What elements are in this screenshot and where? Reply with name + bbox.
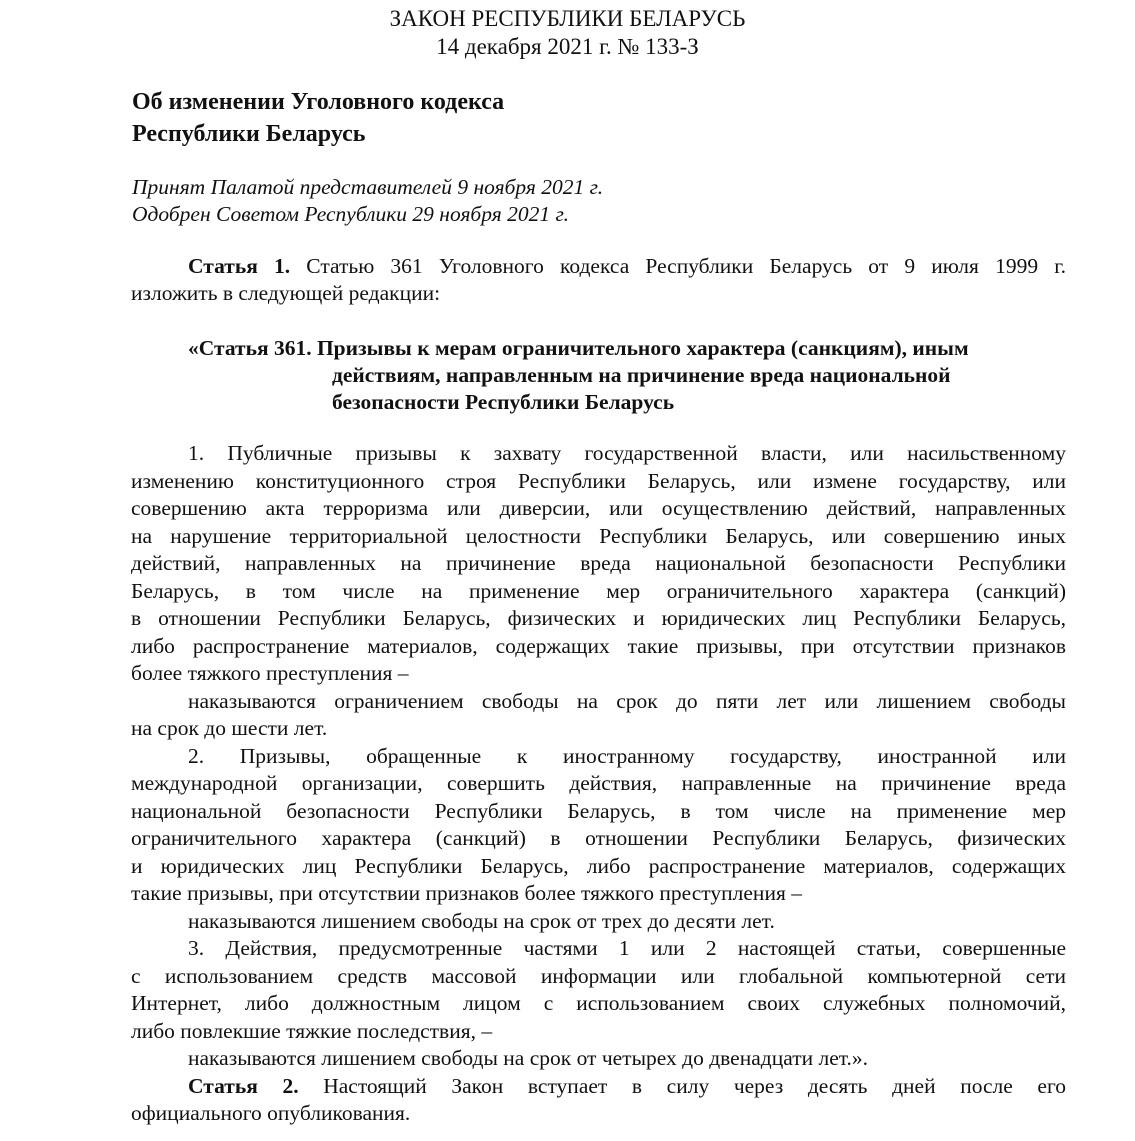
part1-line: 1. Публичные призывы к захвату государственной власти, или насильственному	[188, 441, 1066, 465]
part1-line: в отношении Республики Беларусь, физических и юридических лиц Республики Беларусь,	[131, 606, 1066, 630]
part1-line: изменению конституционного строя Республики Беларусь, или измене государству, или	[131, 468, 1066, 493]
article1-line1	[188, 253, 1066, 281]
article1-line2: изложить в следующей редакции:	[131, 281, 441, 305]
law-title: ЗАКОН РЕСПУБЛИКИ БЕЛАРУСЬ	[389, 6, 746, 31]
article1-text: Статью 361 Уголовного кодекса Республики Беларусь от 9 июля 1999 г.	[306, 254, 1067, 278]
document-title-line1: Об изменении Уголовного кодекса	[132, 89, 505, 115]
part1-last-line: более тяжкого преступления –	[131, 661, 409, 685]
part3-line: 3. Действия, предусмотренные частями 1 или 2 настоящей статьи, совершенные	[188, 936, 1066, 960]
part1-line: совершению акта терроризма или диверсии, или осуществлению действий, направленных	[131, 496, 1066, 520]
law-date: 14 декабря 2021 г. № 133-З	[436, 34, 699, 59]
article2-label: Статья 2.	[188, 1073, 299, 1098]
part2-line: международной организации, совершить действия, направленные на причинение вреда	[131, 771, 1066, 795]
part2-line: ограничительного характера (санкций) в отношении Республики Беларусь, физических	[131, 826, 1066, 850]
part2-line: национальной безопасности Республики Беларусь, в том числе на применение мер	[131, 798, 1066, 823]
part2-line: и юридических лиц Республики Беларусь, либо распространение материалов, содержащих	[131, 853, 1066, 878]
article2-line1	[188, 1073, 1066, 1101]
article2-line2: официального опубликования.	[131, 1101, 411, 1125]
part2-penalty: наказываются лишением свободы на срок от трех до десяти лет.	[188, 908, 775, 933]
part2-last-line: такие призывы, при отсутствии признаков более тяжкого преступления –	[131, 881, 802, 905]
document-title-line2: Республики Беларусь	[132, 121, 366, 147]
part1-line: действий, направленных на причинение вреда национальной безопасности Республики	[131, 551, 1066, 575]
part3-line: Интернет, либо должностным лицом с использованием своих служебных полномочий,	[131, 991, 1066, 1015]
article361-heading-line3: безопасности Республики Беларусь	[332, 390, 675, 414]
part1-line: Беларусь, в том числе на применение мер ограничительного характера (санкций)	[131, 578, 1066, 603]
part3-last-line: либо повлекшие тяжкие последствия, –	[131, 1018, 493, 1043]
part3-line: с использованием средств массовой информации или глобальной компьютерной сети	[131, 963, 1066, 988]
article361-heading-line2: действиям, направленным на причинение вреда национальной	[332, 363, 951, 387]
adoption-line2: Одобрен Советом Республики 29 ноября 2021 г.	[132, 202, 569, 226]
part1-penalty-line1: наказываются ограничением свободы на срок до пяти лет или лишением свободы	[188, 688, 1066, 713]
adoption-line1: Принят Палатой представителей 9 ноября 2021 г.	[132, 175, 604, 199]
part1-line: на нарушение территориальной целостности Республики Беларусь, или совершению иных	[131, 523, 1066, 548]
article1-label: Статья 1.	[188, 254, 291, 278]
part3-penalty: наказываются лишением свободы на срок от четырех до двенадцати лет.».	[188, 1046, 869, 1070]
part1-line: либо распространение материалов, содержащих такие призывы, при отсутствии признаков	[131, 633, 1066, 658]
article361-heading-line1: «Статья 361. Призывы к мерам ограничительного характера (санкциям), иным	[188, 336, 969, 360]
article2-text: Настоящий Закон вступает в силу через десять дней после его	[323, 1073, 1067, 1098]
part2-line: 2. Призывы, обращенные к иностранному государству, иностранной или	[188, 743, 1066, 768]
part1-penalty-line2: на срок до шести лет.	[131, 716, 328, 740]
